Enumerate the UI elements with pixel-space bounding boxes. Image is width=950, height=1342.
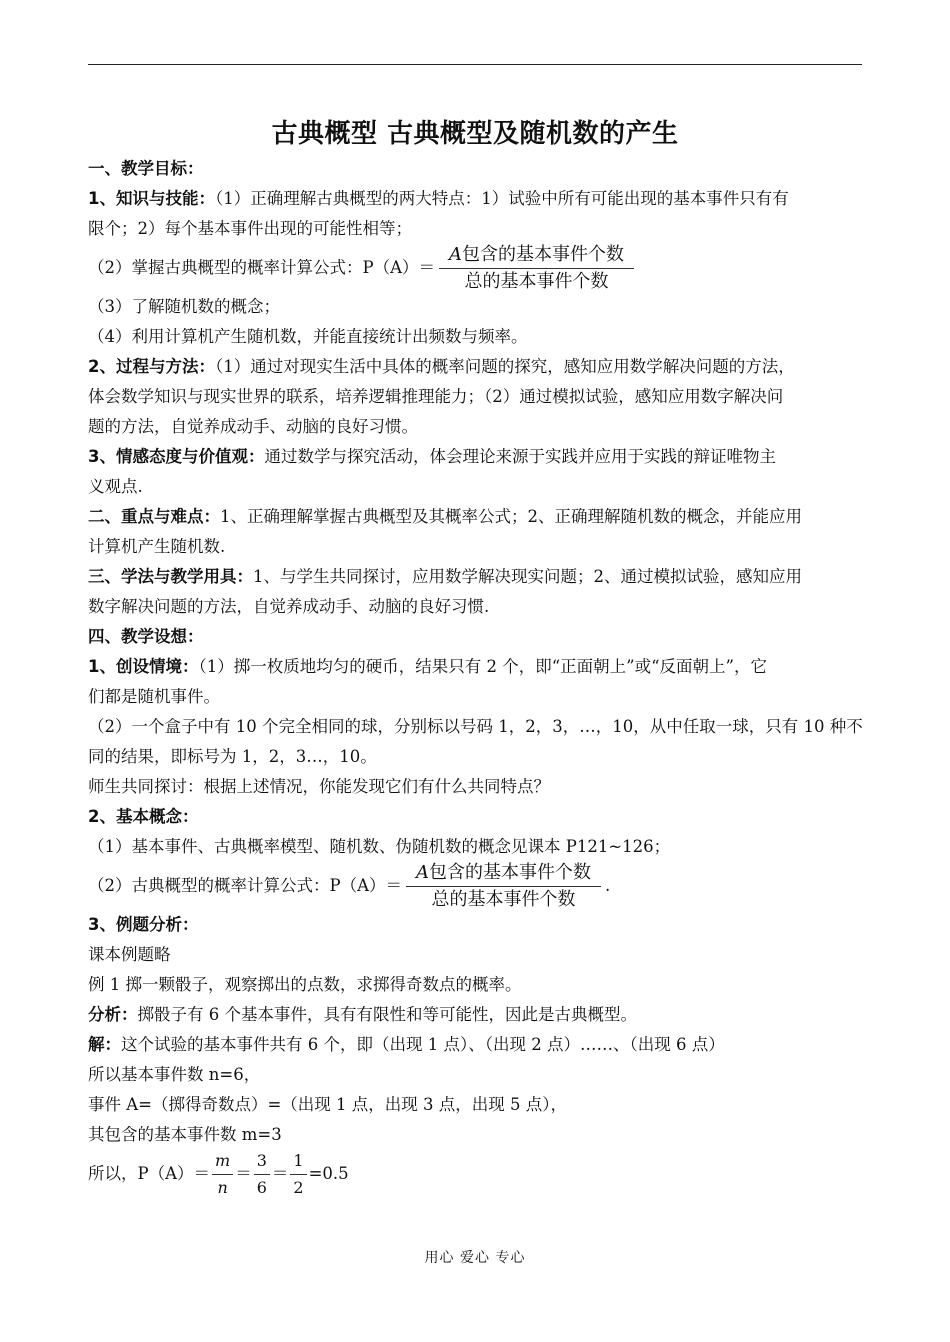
basic-concepts-label: 2、基本概念：: [88, 807, 199, 826]
knowledge-skills-line-1: [88, 184, 884, 214]
equals-sign: ＝: [235, 1164, 252, 1183]
process-methods-text-2: 体会数学知识与现实世界的联系，培养逻辑推理能力；（2）通过模拟试验，感知应用数字解决问: [88, 387, 784, 406]
result-suffix: =0.5: [308, 1164, 349, 1183]
example-line-1: 课本例题略: [88, 945, 171, 964]
fraction-denominator: 总的基本事件个数: [431, 888, 576, 910]
solution-label: 解：: [88, 1035, 121, 1054]
fraction-m-over-n: [212, 1150, 233, 1199]
section-heading-objectives: 一、教学目标：: [88, 159, 204, 178]
knowledge-skills-text-2: 限个；2）每个基本事件出现的可能性相等；: [88, 219, 412, 238]
process-methods-text-1: （1）通过对现实生活中具体的概率问题的探究，感知应用数学解决问题的方法，: [214, 357, 795, 376]
key-points-text-1: 1、正确理解掌握古典概型及其概率公式；2、正确理解随机数的概念，并能应用: [220, 507, 802, 526]
section-heading-design: 四、教学设想：: [88, 627, 204, 646]
example-line-4: 事件 A=（掷得奇数点）=（出现 1 点，出现 3 点，出现 5 点），: [88, 1095, 568, 1114]
example-line-3: 所以基本事件数 n=6，: [88, 1065, 261, 1084]
attitude-values-text-1: 通过数学与探究活动，体会理论来源于实践并应用于实践的辩证唯物主: [264, 447, 776, 466]
formula-suffix: .: [605, 876, 611, 895]
knowledge-skills-text-1: （1）正确理解古典概型的两大特点：1）试验中所有可能出现的基本事件只有有: [214, 189, 789, 208]
learning-methods-text-1: 1、与学生共同探讨，应用数学解决现实问题；2、通过模拟试验，感知应用: [253, 567, 802, 586]
basic-concepts-formula-line: [88, 862, 884, 910]
scenario-text-2: 们都是随机事件。: [88, 687, 220, 706]
learning-methods-label: 三、学法与教学用具：: [88, 567, 253, 586]
fraction-numerator: 1: [290, 1150, 306, 1175]
fraction-numerator: m: [212, 1150, 233, 1175]
formula-prefix: （2）掌握古典概型的概率计算公式：P（A）＝: [88, 258, 436, 277]
learning-methods-line-1: [88, 562, 884, 592]
key-points-label: 二、重点与难点：: [88, 507, 220, 526]
scenario-text-4: 同的结果，即标号为 1，2，3…，10。: [88, 747, 377, 766]
fraction-numerator: [406, 862, 601, 887]
fraction-denominator: 总的基本事件个数: [464, 270, 609, 292]
example-line-5: 其包含的基本事件数 m=3: [88, 1125, 282, 1144]
solution-line: [88, 1030, 884, 1060]
scenario-text-3: （2）一个盒子中有 10 个完全相同的球，分别标以号码 1，2，3，…，10，从中任取一球，只有 10 种不: [88, 717, 863, 736]
analysis-text: 掷骰子有 6 个基本事件，具有有限性和等可能性，因此是古典概型。: [137, 1005, 637, 1024]
process-methods-text-3: 题的方法，自觉养成动手、动脑的良好习惯。: [88, 417, 418, 436]
example-analysis-label: 3、例题分析：: [88, 915, 199, 934]
attitude-values-label: 3、情感态度与价值观：: [88, 447, 265, 466]
fraction-denominator: 6: [256, 1177, 267, 1197]
knowledge-skills-label: 1、知识与技能：: [88, 189, 215, 208]
objective-item-4: （4）利用计算机产生随机数，并能直接统计出频数与频率。: [88, 327, 528, 346]
key-points-line-1: [88, 502, 884, 532]
fraction-numerator: 3: [254, 1150, 270, 1175]
fraction-numerator: [439, 244, 634, 269]
scenario-text-1: （1）掷一枚质地均匀的硬币，结果只有 2 个，即“正面朝上”或“反面朝上”，它: [198, 657, 767, 676]
header-rule: [88, 64, 862, 65]
probability-formula-line: [88, 244, 884, 292]
process-methods-line-1: [88, 352, 884, 382]
probability-fraction: [439, 244, 634, 293]
attitude-values-line-1: [88, 442, 884, 472]
fraction-denominator: 2: [293, 1177, 304, 1197]
key-points-text-2: 计算机产生随机数.: [88, 537, 226, 556]
analysis-label: 分析：: [88, 1005, 138, 1024]
formula-prefix: （2）古典概型的概率计算公式：P（A）＝: [88, 876, 403, 895]
fraction-3-over-6: [254, 1150, 270, 1199]
process-methods-label: 2、过程与方法：: [88, 357, 215, 376]
numerator-text: 包含的基本事件个数: [429, 861, 592, 883]
result-formula-line: [88, 1150, 884, 1198]
analysis-line: [88, 1000, 884, 1030]
scenario-text-5: 师生共同探讨：根据上述情况，你能发现它们有什么共同特点？: [88, 777, 550, 796]
fraction-denominator: n: [217, 1177, 228, 1197]
equals-sign: ＝: [271, 1164, 289, 1183]
numerator-variable: A: [416, 861, 430, 883]
solution-text: 这个试验的基本事件共有 6 个，即（出现 1 点）、（出现 2 点）……、（出现 6 点）: [121, 1035, 725, 1054]
document-body: [88, 154, 884, 1198]
probability-fraction: [406, 862, 601, 911]
fraction-1-over-2: [290, 1150, 306, 1199]
result-prefix: 所以，P（A）＝: [88, 1164, 211, 1183]
page-title: 古典概型 古典概型及随机数的产生: [271, 119, 679, 149]
objective-item-3: （3）了解随机数的概念；: [88, 297, 280, 316]
basic-concepts-item-1: （1）基本事件、古典概率模型、随机数、伪随机数的概念见课本 P121~126；: [88, 837, 671, 856]
scenario-line-1: [88, 652, 884, 682]
numerator-text: 包含的基本事件个数: [462, 243, 625, 265]
numerator-variable: A: [449, 243, 463, 265]
page-footer: 用心 爱心 专心: [424, 1250, 526, 1266]
learning-methods-text-2: 数字解决问题的方法，自觉养成动手、动脑的良好习惯.: [88, 597, 490, 616]
scenario-label: 1、创设情境：: [88, 657, 199, 676]
attitude-values-text-2: 义观点.: [88, 477, 143, 496]
example-line-2: 例 1 掷一颗骰子，观察掷出的点数，求掷得奇数点的概率。: [88, 975, 522, 994]
